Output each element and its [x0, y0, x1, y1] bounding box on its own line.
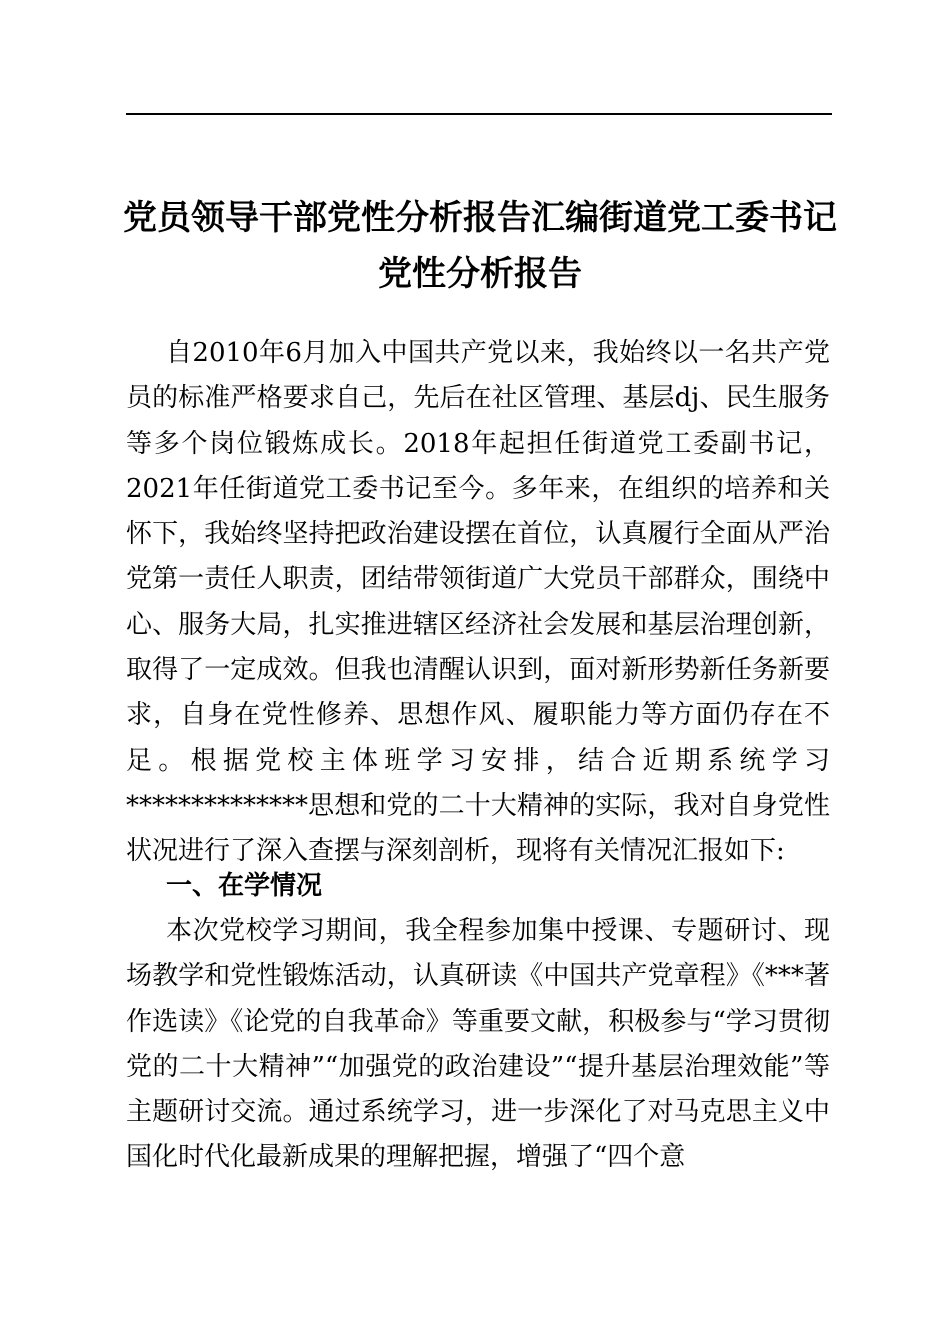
document-title: 党员领导干部党性分析报告汇编街道党工委书记党性分析报告: [123, 198, 837, 294]
section-heading: 一、在学情况: [166, 871, 323, 901]
intro-paragraph: 自2010年6月加入中国共产党以来，我始终以一名共产党员的标准严格要求自己，先后在社区管理、基层dj、民生服务等多个岗位锻炼成长。2018年起担任街道党工委副书记，2021年任街道党工委书记至今。多年来，在组织的培养和关怀下，我始终坚持把政治建设摆在首位，认真履行全面从严治党第一责任人职责，团结带领街道广大党员干部群众，围绕中心、服务大局，扎实推进辖区经济社会发展和基层治理创新，取得了一定成效。但我也清醒认识到，面对新形势新任务新要求，自身在党性修养、思想作风、履职能力等方面仍存在不足。根据党校主体班学习安排，结合近期系统学习**************思想和党的二十大精神的实际，我对自身党性状况进行了深入查摆与深刻剖析，现将有关情况汇报如下:: [126, 338, 830, 867]
header-rule: [126, 113, 832, 115]
section-paragraph: 本次党校学习期间，我全程参加集中授课、专题研讨、现场教学和党性锻炼活动，认真研读《中国共产党章程》《***著作选读》《论党的自我革命》等重要文献，积极参与“学习贯彻党的二十大精神”“加强党的政治建设”“提升基层治理效能”等主题研讨交流。通过系统学习，进一步深化了对马克思主义中国化时代化最新成果的理解把握，增强了“四个意: [126, 916, 830, 1173]
